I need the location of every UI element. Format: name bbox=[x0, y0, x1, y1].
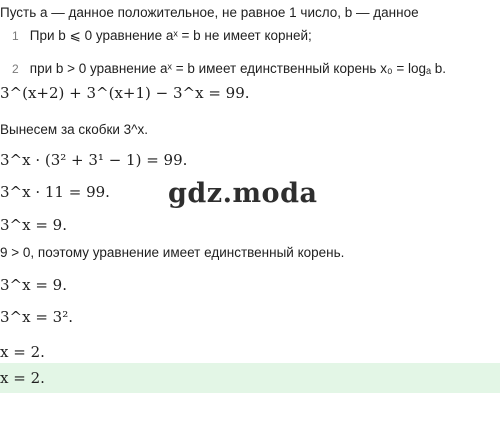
theory-intro bbox=[0, 4, 419, 22]
theory-item-1 bbox=[12, 27, 312, 45]
theory-item-1-text: При b ⩽ 0 уравнение aˣ = b не имеет корней; bbox=[29, 28, 312, 43]
equation-result: x = 2. bbox=[0, 343, 45, 361]
answer-box bbox=[0, 363, 500, 393]
equation-simplified: 3^x · 11 = 99. bbox=[0, 183, 110, 201]
equation-factored: 3^x · (3² + 3¹ − 1) = 99. bbox=[0, 151, 188, 169]
equation-divided: 3^x = 9. bbox=[0, 216, 67, 234]
reasoning-text: 9 > 0, поэтому уравнение имеет единственный корень. bbox=[0, 245, 345, 260]
answer-text: x = 2. bbox=[0, 369, 45, 387]
equation-restated: 3^x = 9. bbox=[0, 276, 67, 294]
theory-item-1-number: 1 bbox=[12, 29, 19, 43]
theory-item-2-text: при b > 0 уравнение aˣ = b имеет единственный корень x₀ = logₐ b. bbox=[29, 61, 446, 76]
theory-item-2 bbox=[12, 60, 446, 78]
theory-item-2-number: 2 bbox=[12, 62, 19, 76]
equation-power-form: 3^x = 3². bbox=[0, 308, 74, 326]
equation-original: 3^(x+2) + 3^(x+1) − 3^x = 99. bbox=[0, 84, 250, 102]
bracket-note: Вынесем за скобки 3^x. bbox=[0, 122, 148, 137]
watermark: gdz.moda bbox=[168, 178, 318, 209]
theory-intro-text: Пусть a — данное положительное, не равное 1 число, b — данное bbox=[0, 5, 419, 20]
